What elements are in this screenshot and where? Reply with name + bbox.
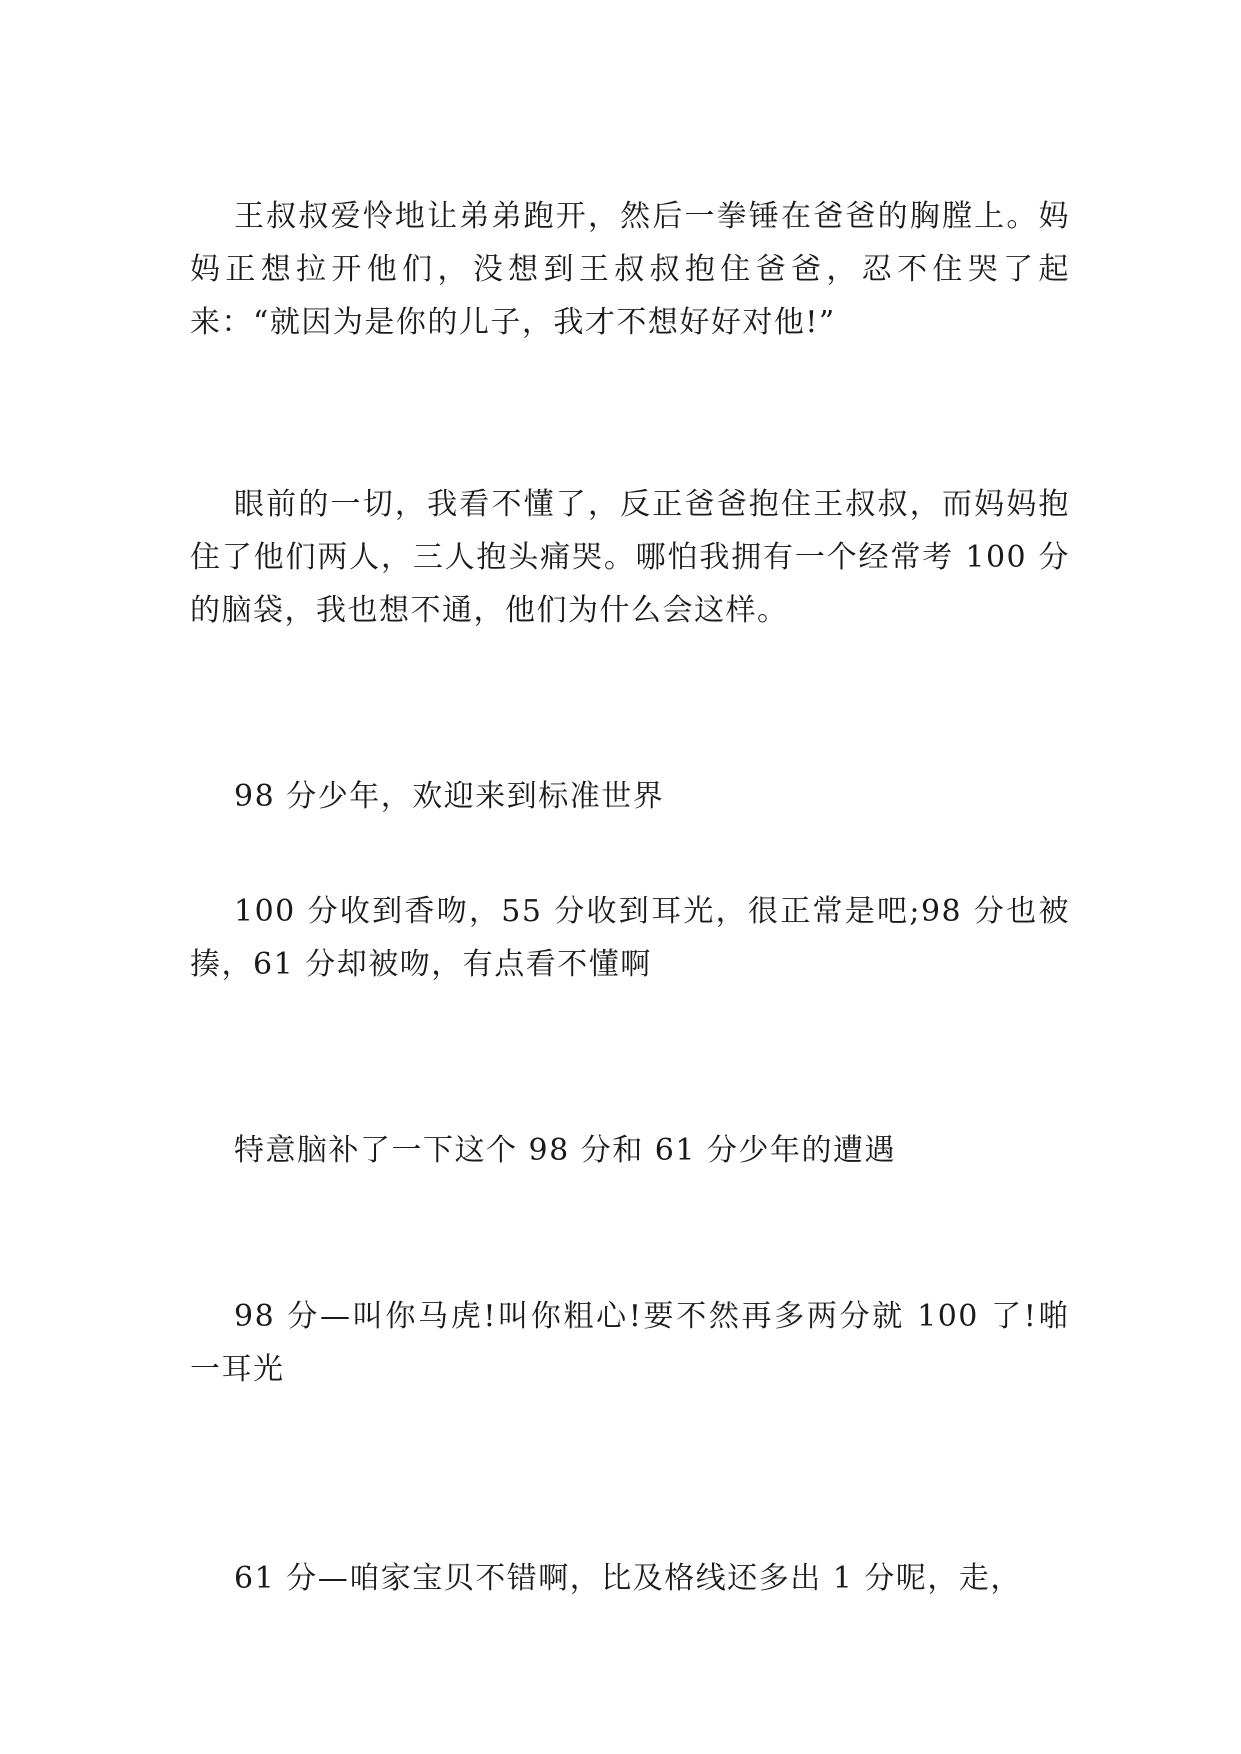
paragraph-61-score: 61 分—咱家宝贝不错啊，比及格线还多出 1 分呢，走，: [234, 1561, 1022, 1596]
paragraph-scores-reactions: 100 分收到香吻，55 分收到耳光，很正常是吧;98 分也被揍，61 分却被吻，有点看不懂啊: [190, 894, 1070, 982]
paragraph-98-score: 98 分—叫你马虎!叫你粗心!要不然再多两分就 100 了!啪一耳光: [190, 1299, 1070, 1387]
paragraph-uncle-wang-hug: 王叔叔爱怜地让弟弟跑开，然后一拳锤在爸爸的胸膛上。妈妈正想拉开他们，没想到王叔叔抱住爸爸，忍不住哭了起来：“就因为是你的儿子，我才不想好好对他!”: [190, 199, 1070, 340]
paragraph-family-cry: 眼前的一切，我看不懂了，反正爸爸抱住王叔叔，而妈妈抱住了他们两人，三人抱头痛哭。哪怕我拥有一个经常考 100 分的脑袋，我也想不通，他们为什么会这样。: [190, 487, 1070, 628]
paragraph-imagined-story: 特意脑补了一下这个 98 分和 61 分少年的遭遇: [234, 1133, 896, 1168]
section-heading-98-boy: 98 分少年，欢迎来到标准世界: [234, 779, 665, 814]
